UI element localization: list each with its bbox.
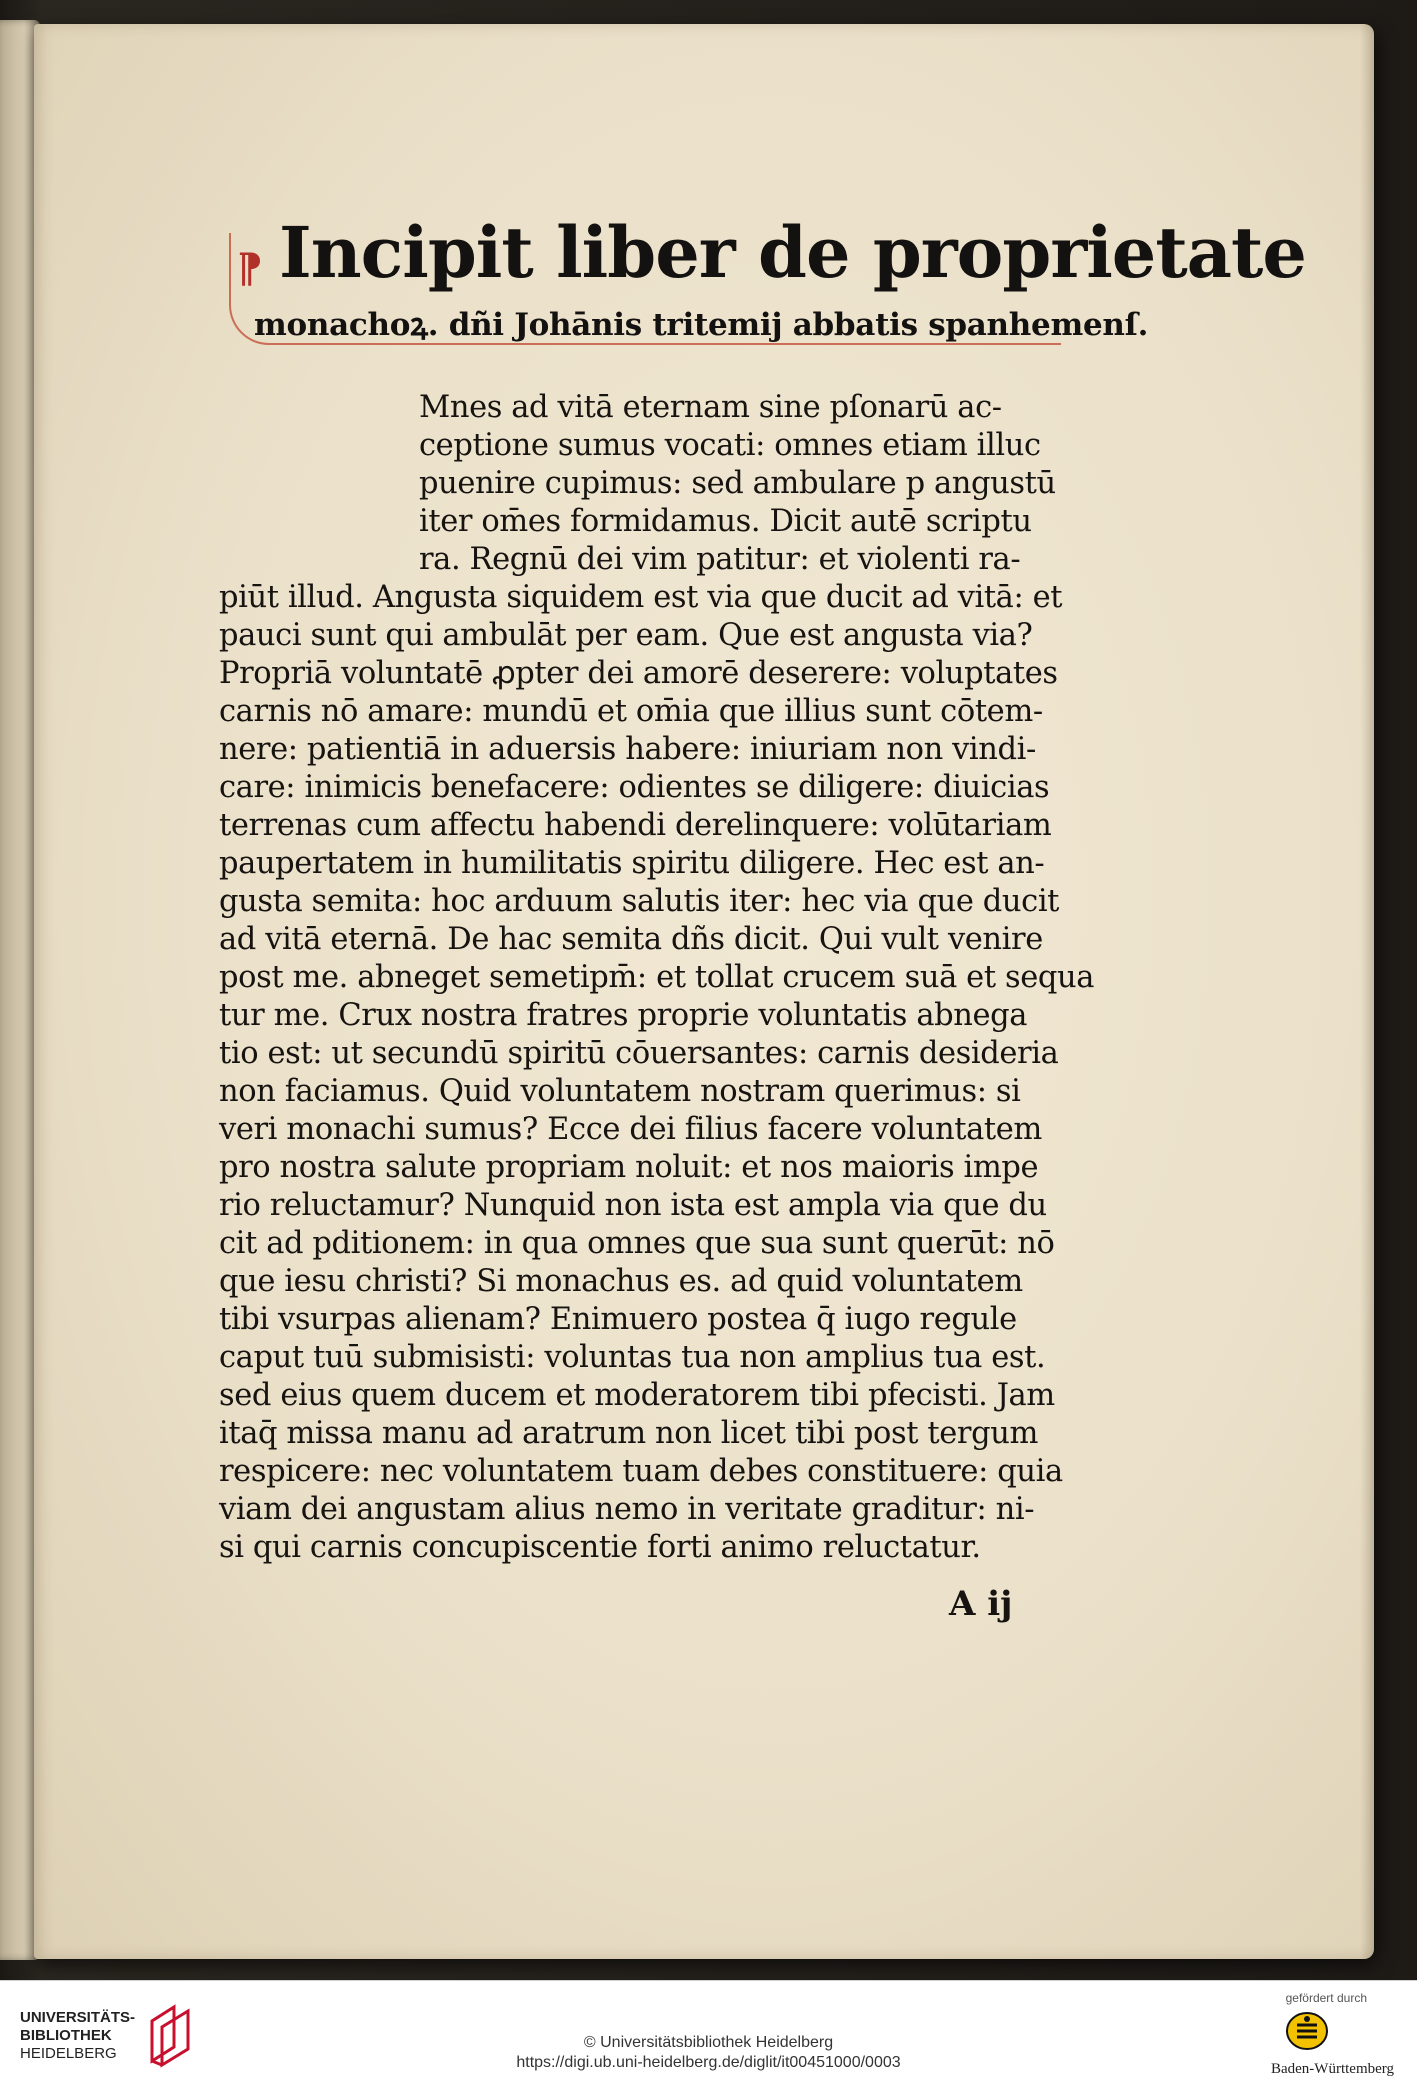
permalink[interactable]: https://digi.ub.uni-heidelberg.de/diglit/it00451000/0003 bbox=[516, 2054, 901, 2071]
text-line: cit ad pditionem: in qua omnes que sua sunt querūt: nō bbox=[219, 1226, 1055, 1261]
text-line: que iesu christi? Si monachus es. ad quid voluntatem bbox=[219, 1264, 1023, 1299]
text-line: itaq̄ missa manu ad aratrum non licet tibi post tergum bbox=[219, 1416, 1038, 1451]
library-name-line-1: UNIVERSITÄTS- bbox=[20, 2009, 136, 2026]
heading-line-2: monachoꝝ. dñi Johānis tritemij abbatis spanhemenſ. bbox=[254, 307, 1149, 343]
rubric-pilcrow-icon: ⁋ bbox=[237, 245, 263, 292]
viewer-footer bbox=[0, 1980, 1417, 2081]
text-line: caput tuū submisisti: voluntas tua non amplius tua est. bbox=[219, 1340, 1046, 1375]
book-page bbox=[34, 24, 1374, 1959]
text-line: sed eius quem ducem et moderatorem tibi pfecisti. Jam bbox=[219, 1378, 1055, 1413]
text-line: gusta semita: hoc arduum salutis iter: hec via que ducit bbox=[219, 884, 1060, 919]
text-line: tio est: ut secundū spiritū cōuersantes: carnis desideria bbox=[219, 1036, 1059, 1071]
funding-label: gefördert durch bbox=[1285, 1991, 1367, 2005]
text-line: ceptione sumus vocati: omnes etiam illuc bbox=[419, 428, 1041, 463]
text-line: respicere: nec voluntatem tuam debes constituere: quia bbox=[219, 1454, 1063, 1489]
text-line: post me. abneget semetipm̄: et tollat crucem suā et sequa bbox=[219, 960, 1095, 995]
text-line: puenire cupimus: sed ambulare p angustū bbox=[419, 466, 1056, 501]
text-line: care: inimicis benefacere: odientes se diligere: diuicias bbox=[219, 770, 1050, 805]
copyright-notice: © Universitätsbibliothek Heidelberg bbox=[583, 2034, 834, 2051]
signature-mark: A ij bbox=[949, 1584, 1013, 1624]
text-line: ra. Regnū dei vim patitur: et violenti ra- bbox=[419, 542, 1021, 577]
text-line: pauci sunt qui ambulāt per eam. Que est angusta via? bbox=[219, 618, 1033, 653]
text-line: tibi vsurpas alienam? Enimuero postea q̄ iugo regule bbox=[219, 1302, 1017, 1337]
text-line: Propriā voluntatē ꝓpter dei amorē deserere: voluptates bbox=[219, 656, 1058, 691]
funding-name: Baden-Württemberg bbox=[1270, 2061, 1394, 2077]
text-line: piūt illud. Angusta siquidem est via que ducit ad vitā: et bbox=[219, 580, 1063, 615]
text-line: non faciamus. Quid voluntatem nostram querimus: si bbox=[219, 1074, 1021, 1109]
text-line: paupertatem in humilitatis spiritu diligere. Hec est an- bbox=[219, 846, 1045, 881]
library-name-line-3: HEIDELBERG bbox=[20, 2045, 117, 2062]
text-line: iter om̄es formidamus. Dicit autē scriptu bbox=[419, 504, 1032, 539]
text-line: nere: patientiā in aduersis habere: iniuriam non vindi- bbox=[219, 732, 1036, 767]
text-line: pro nostra salute propriam noluit: et nos maioris impe bbox=[219, 1150, 1039, 1185]
text-line: viam dei angustam alius nemo in veritate graditur: ni- bbox=[219, 1492, 1035, 1527]
text-line: terrenas cum affectu habendi derelinquere: volūtariam bbox=[219, 808, 1052, 843]
text-line: ad vitā eternā. De hac semita dñs dicit. Qui vult venire bbox=[219, 922, 1043, 957]
text-line: tur me. Crux nostra fratres proprie voluntatis abnega bbox=[219, 998, 1028, 1033]
text-line: rio reluctamur? Nunquid non ista est ampla via que du bbox=[219, 1188, 1047, 1223]
text-line: Mnes ad vitā eternam sine pſonarū ac- bbox=[419, 390, 1002, 425]
heading-line-1: Incipit liber de proprietate bbox=[279, 211, 1306, 294]
text-line: si qui carnis concupiscentie forti animo reluctatur. bbox=[219, 1530, 981, 1565]
text-line: carnis nō amare: mundū et om̄ia que illius sunt cōtem- bbox=[219, 694, 1043, 729]
page-edge-shadow bbox=[1360, 24, 1374, 1959]
library-name-line-2: BIBLIOTHEK bbox=[20, 2027, 112, 2044]
baden-wuerttemberg-logo-icon[interactable] bbox=[1285, 2009, 1329, 2053]
text-line: veri monachi sumus? Ecce dei filius facere voluntatem bbox=[219, 1112, 1042, 1147]
